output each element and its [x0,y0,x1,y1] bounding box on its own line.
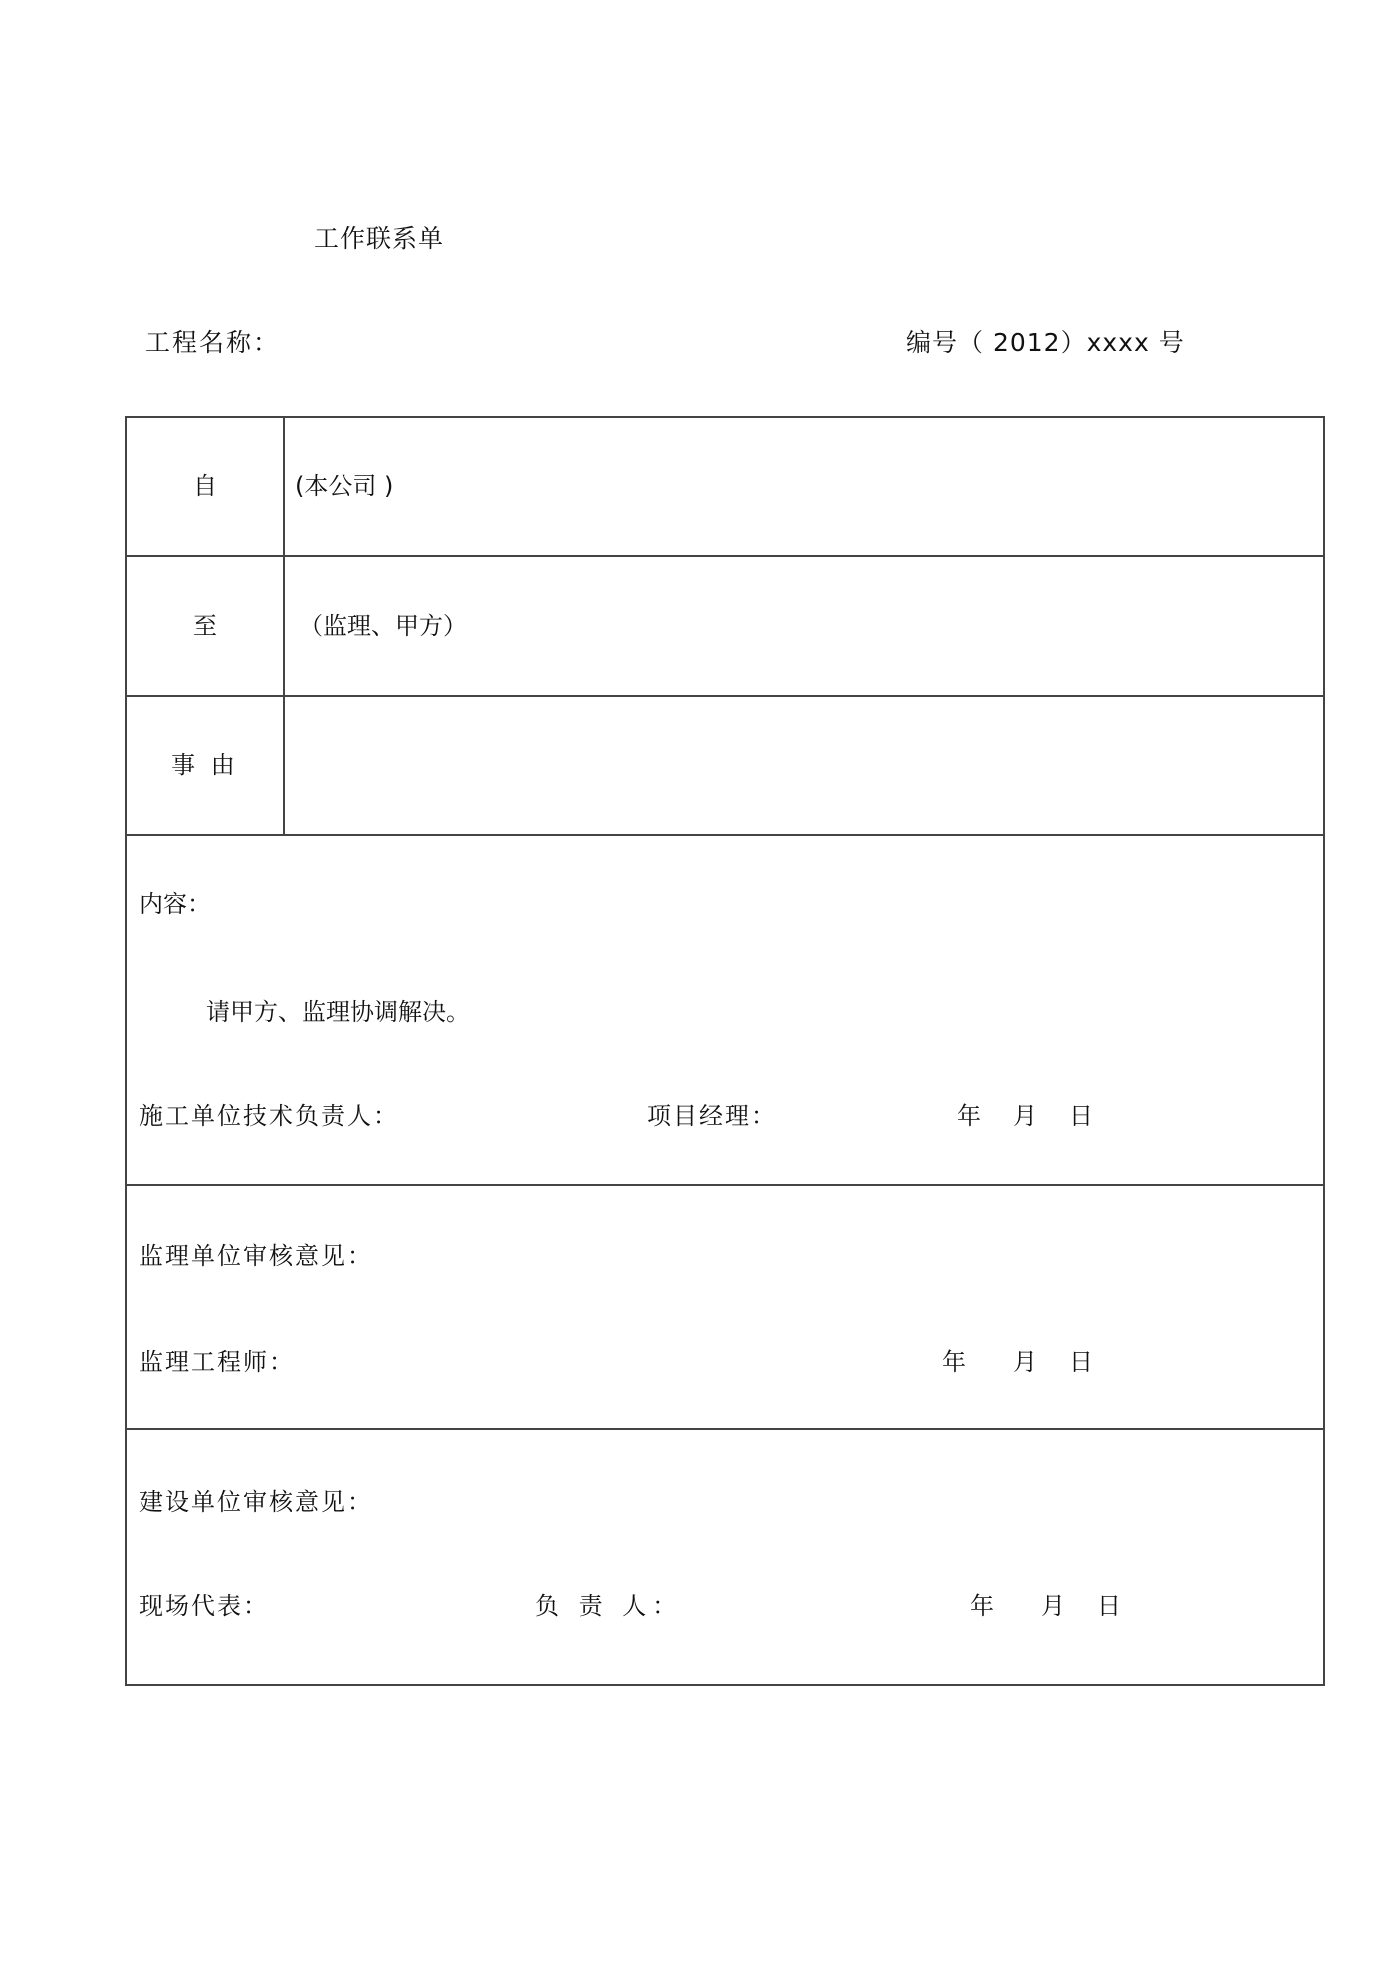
content-date-month: 月 [1013,1102,1037,1130]
owner-date-year: 年 [970,1592,994,1620]
supervision-date-month: 月 [1013,1348,1037,1376]
subject-label: 事 由 [171,751,239,779]
from-label: 自 [193,472,217,500]
label-column-divider [283,418,285,834]
supervision-engineer-label: 监理工程师： [139,1348,295,1376]
row-divider [127,1428,1323,1430]
project-name-label: 工程名称： [145,328,281,357]
site-representative-label: 现场代表： [139,1592,269,1620]
responsible-person-label: 负 责 人： [535,1592,683,1620]
to-label: 至 [193,612,217,640]
content-date-year: 年 [957,1102,981,1130]
document-title: 工作联系单 [314,224,445,253]
to-value: （监理、甲方） [299,612,467,640]
content-label: 内容： [139,890,211,918]
supervision-opinion-label: 监理单位审核意见： [139,1242,373,1270]
project-manager-label: 项目经理： [647,1102,777,1130]
supervision-date-year: 年 [942,1348,966,1376]
row-divider [127,1184,1323,1186]
owner-opinion-label: 建设单位审核意见： [139,1488,373,1516]
owner-date-month: 月 [1041,1592,1065,1620]
from-value: (本公司 ) [295,472,394,500]
document-number: 编号（ 2012）xxxx 号 [906,328,1185,357]
tech-lead-label: 施工单位技术负责人： [139,1102,399,1130]
contact-form-table [125,416,1325,1686]
row-divider [127,695,1323,697]
row-divider [127,834,1323,836]
content-date-day: 日 [1069,1102,1093,1130]
supervision-date-day: 日 [1069,1348,1093,1376]
owner-date-day: 日 [1097,1592,1121,1620]
row-divider [127,555,1323,557]
content-body: 请甲方、监理协调解决。 [206,998,470,1026]
